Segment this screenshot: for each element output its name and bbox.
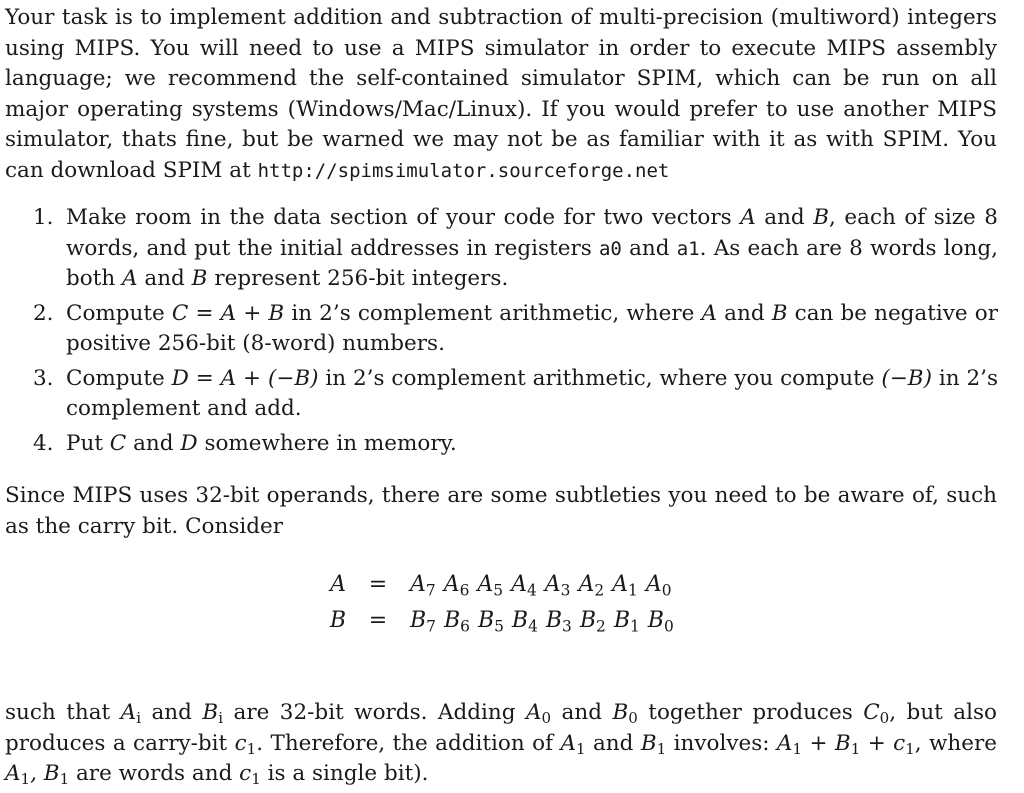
list-number: 3.: [33, 365, 54, 391]
list-item: 2. Compute C = A + B in 2’s complement arithmetic, where A and B can be negative or positive 256-bit (8-word) numbers.: [33, 300, 998, 356]
register-a1: a1: [676, 237, 700, 260]
intro-paragraph: [5, 3, 997, 186]
task-list: [0, 203, 1000, 463]
list-number: 4.: [33, 430, 54, 456]
vector-equations: [310, 566, 680, 638]
closing-paragraph: such that $A_i$ and $B_i$ are 32-bit words. Adding $A_0$ and $B_0$ together produces $C_0$, but also produces a carry-bit $c_1$. Therefore, the addition of $A_1$ and $B_1$ involves: $A_1 + B_1 + c_1$, where $A_1$, $B_1$ are words and $c_1$ is a single bit).: [5, 700, 997, 789]
equation-c: C = A + B: [171, 300, 285, 326]
register-a0: a0: [598, 237, 622, 260]
list-item: 3. Compute D = A + (−B) in 2’s complement arithmetic, where you compute (−B) in 2’s complement and add.: [33, 365, 998, 421]
spim-url[interactable]: http://spimsimulator.sourceforge.net: [257, 159, 670, 182]
intro-text: Your task is to implement addition and subtraction of multi-precision (multiword) integers using MIPS. You will need to use a MIPS simulator in order to execute MIPS assembly language; we recommend the self-contained simulator SPIM, which can be run on all major operating systems (Windows/Mac/Linux). If you would prefer to use another MIPS simulator, thats fine, but be warned we may not be as familiar with it as with SPIM. You can download SPIM at: [5, 5, 997, 183]
list-item: 1. Make room in the data section of your code for two vectors A and B, each of size 8 words, and put the initial addresses in registers a0 and a1. As each are 8 words long, both A and B represent 256-bit integers.: [33, 205, 998, 291]
equation-row-a: A = $A_7$ $A_6$ $A_5$ $A_4$ $A_3$ $A_2$ $A_1$ $A_0$: [330, 571, 672, 599]
equation-row-b: B = $B_7$ $B_6$ $B_5$ $B_4$ $B_3$ $B_2$ $B_1$ $B_0$: [329, 607, 674, 635]
list-number: 2.: [33, 300, 54, 326]
list-item: 4. Put C and D somewhere in memory.: [0, 429, 998, 460]
list-number: 1.: [33, 205, 54, 230]
carry-paragraph: Since MIPS uses 32-bit operands, there are some subtleties you need to be aware of, such as the carry bit. Consider: [5, 483, 997, 539]
equation-d: D = A + (−B): [171, 365, 319, 391]
